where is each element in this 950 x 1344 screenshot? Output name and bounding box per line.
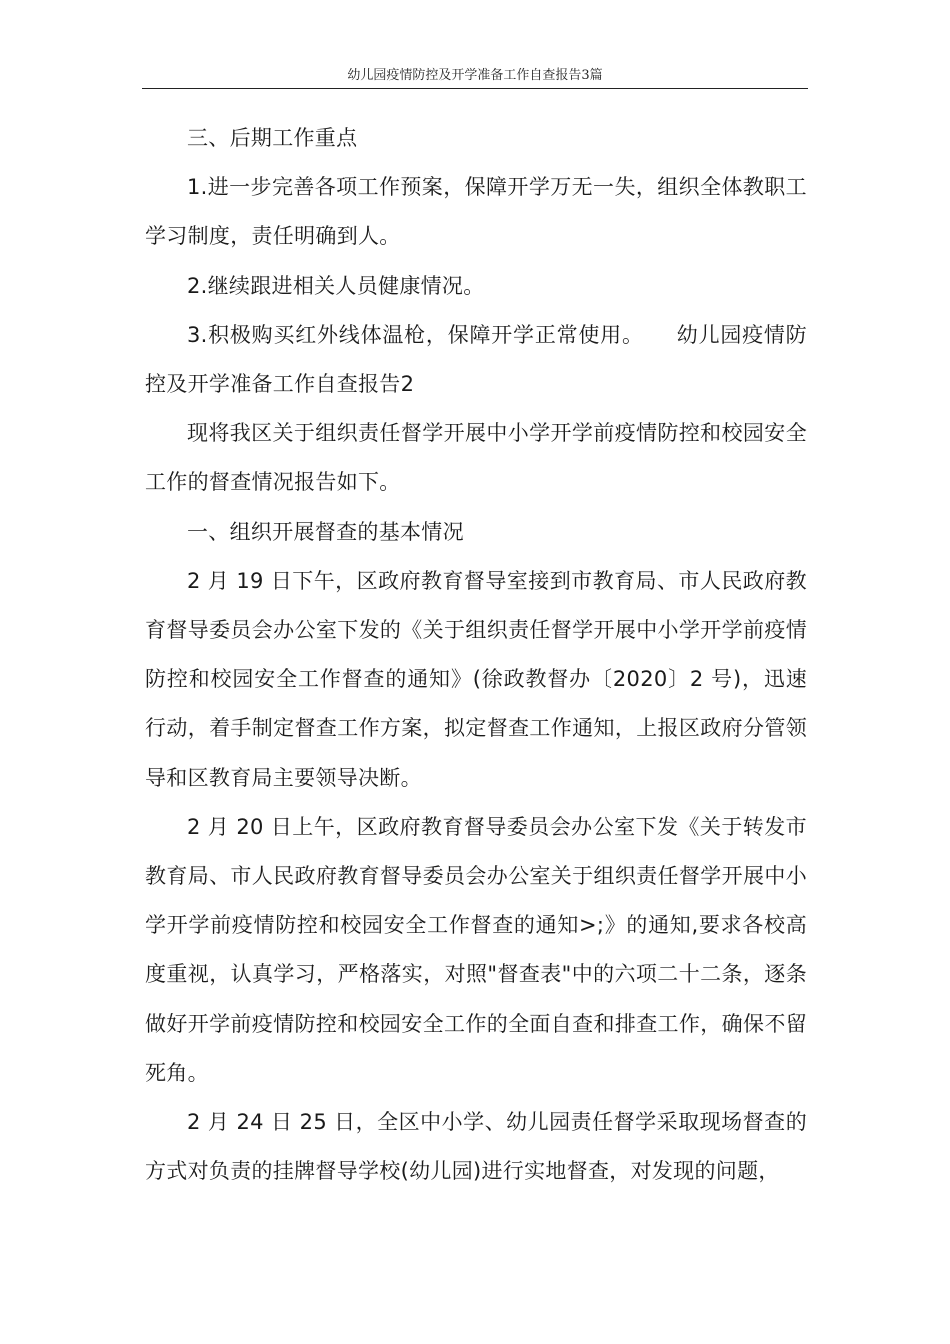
paragraph-item-2: 2.继续跟进相关人员健康情况。: [187, 273, 485, 298]
paragraph-intro-report-2: 现将我区关于组织责任督学开展中小学开学前疫情防控和校园安全工作的督查情况报告如下。: [145, 421, 807, 495]
paragraph-item-1: 1.进一步完善各项工作预案，保障开学万无一失，组织全体教职工学习制度，责任明确到人。: [145, 175, 807, 249]
document-body: [145, 114, 807, 1196]
paragraph-feb-19: 2 月 19 日下午，区政府教育督导室接到市教育局、市人民政府教育督导委员会办公室下发的《关于组织责任督学开展中小学开学前疫情防控和校园安全工作督查的通知》(徐政教督办〔2020〕2 号)，迅速行动，着手制定督查工作方案，拟定督查工作通知，上报区政府分管领导和区教育局主要领导决断。: [145, 568, 807, 790]
page-header: [142, 64, 808, 89]
paragraph-feb-24-25: 2 月 24 日 25 日，全区中小学、幼儿园责任督学采取现场督查的方式对负责的挂牌督导学校(幼儿园)进行实地督查，对发现的问题，: [145, 1110, 807, 1184]
section-heading-later-work: 三、后期工作重点: [187, 126, 358, 150]
paragraph-item-3: 3.积极购买红外线体温枪，保障开学正常使用。 幼儿园疫情防控及开学准备工作自查报告2: [145, 322, 807, 397]
section-heading-basic-situation: 一、组织开展督查的基本情况: [187, 519, 464, 544]
document-title: 幼儿园疫情防控及开学准备工作自查报告3篇: [347, 68, 603, 83]
paragraph-feb-20: 2 月 20 日上午，区政府教育督导委员会办公室下发《关于转发市教育局、市人民政府教育督导委员会办公室关于组织责任督学开展中小学开学前疫情防控和校园安全工作督查的通知>;》的通知,要求各校高度重视，认真学习，严格落实，对照"督查表"中的六项二十二条，逐条做好开学前疫情防控和校园安全工作的全面自查和排查工作，确保不留死角。: [145, 814, 807, 1085]
